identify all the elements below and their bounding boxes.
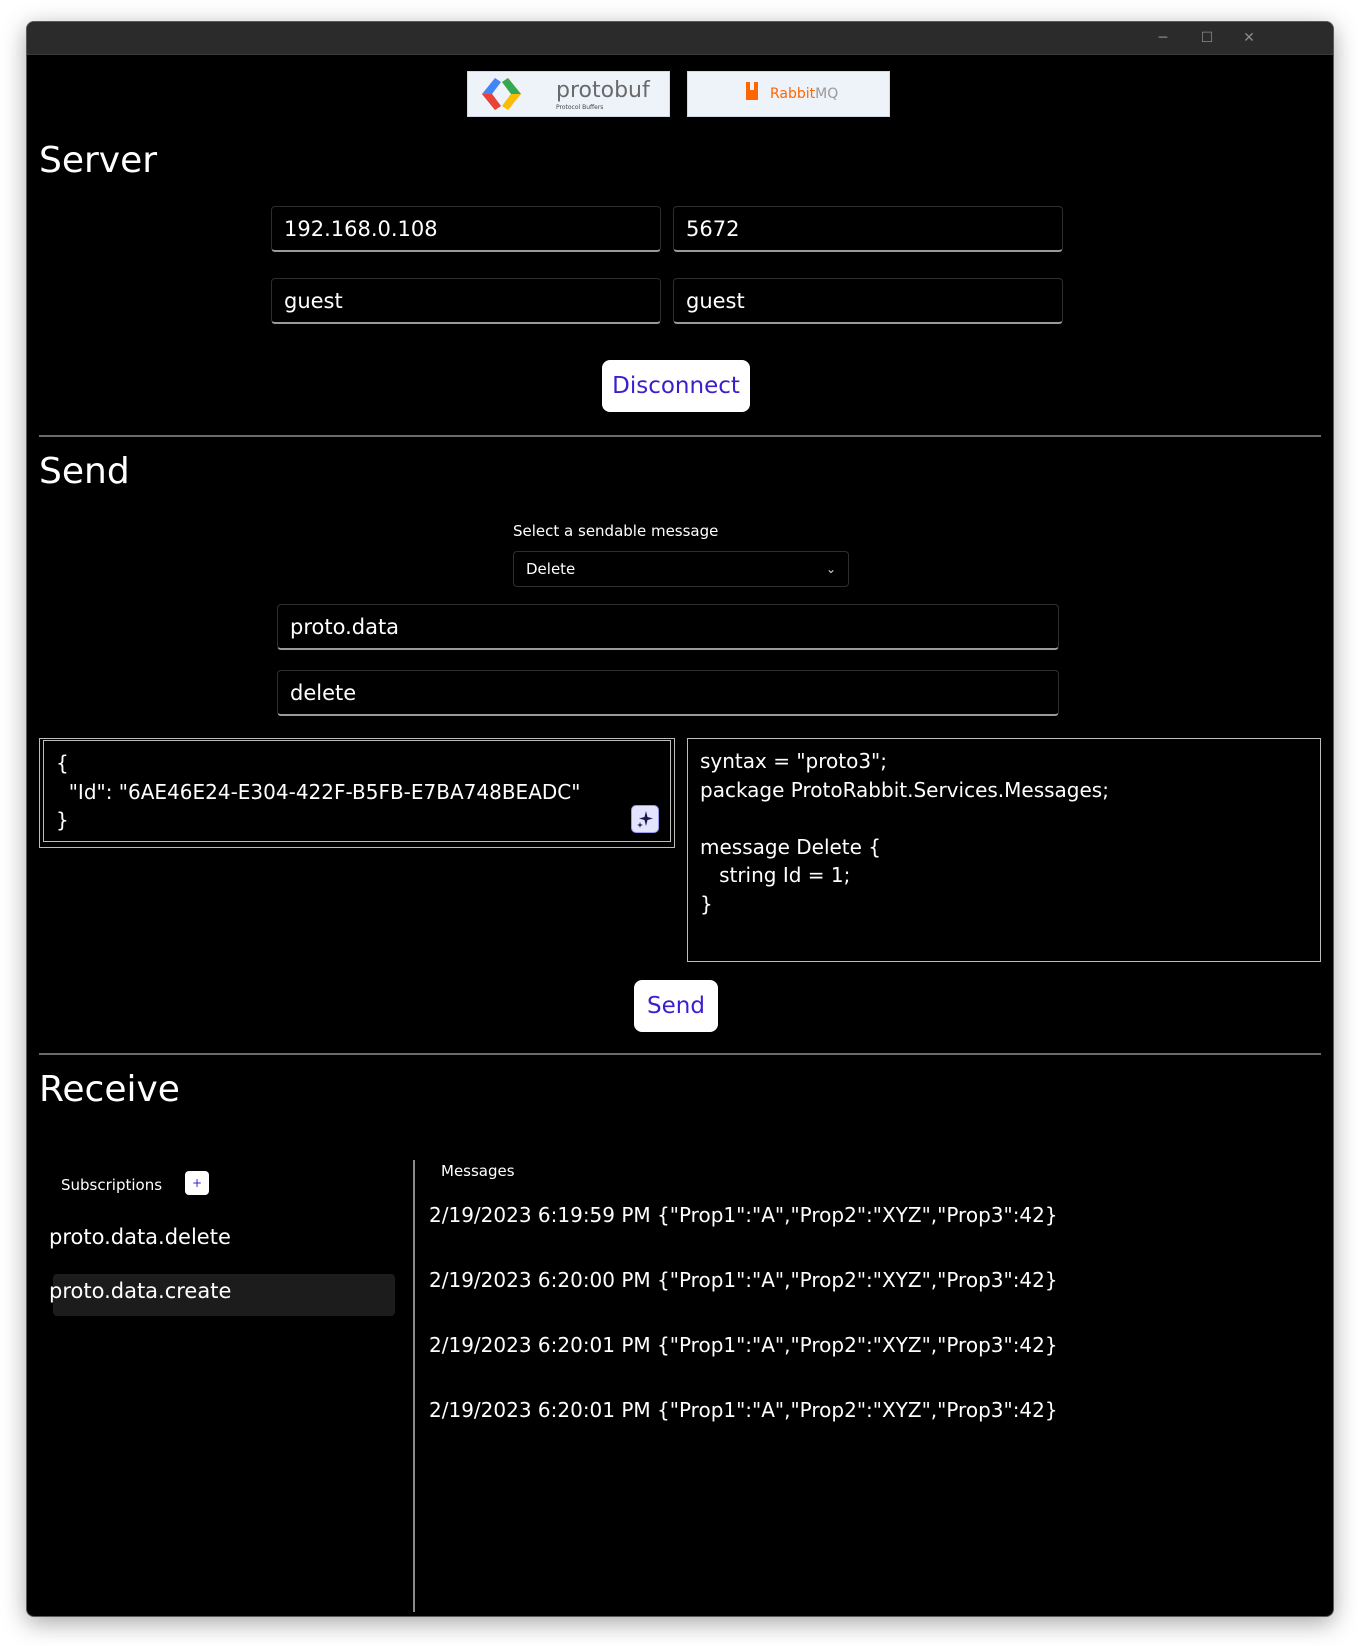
host-input[interactable]: 192.168.0.108 — [271, 206, 661, 252]
message-type-select[interactable] — [513, 551, 849, 587]
message-row: 2/19/2023 6:20:01 PM {"Prop1":"A","Prop2":"XYZ","Prop3":42} — [429, 1333, 1058, 1357]
password-input[interactable]: guest — [673, 278, 1063, 324]
port-input[interactable]: 5672 — [673, 206, 1063, 252]
subscription-item-label: proto.data.create — [49, 1279, 232, 1303]
exchange-input[interactable]: proto.data — [277, 604, 1059, 650]
subscription-item-selected[interactable] — [49, 1274, 395, 1316]
receive-splitter[interactable] — [413, 1160, 415, 1612]
subscription-item-label: proto.data.delete — [49, 1225, 231, 1249]
divider-send — [39, 1053, 1321, 1055]
username-input[interactable]: guest — [271, 278, 661, 324]
rabbitmq-logo-text: Rabbit — [770, 86, 816, 102]
add-subscription-button[interactable]: + — [185, 1171, 209, 1195]
chevron-down-icon: ⌄ — [825, 562, 836, 576]
svg-text:RabbitMQ — [770, 86, 838, 102]
rabbitmq-logo — [687, 71, 890, 117]
protobuf-logo-text: protobuf — [556, 78, 650, 103]
receive-section-title: Receive — [39, 1069, 180, 1110]
json-body-editor[interactable]: { "Id": "6AE46E24-E304-422F-B5FB-E7BA748BEADC" } — [43, 740, 671, 842]
select-message-label: Select a sendable message — [513, 522, 719, 540]
divider-server — [39, 435, 1321, 437]
server-section-title: Server — [39, 140, 158, 181]
close-button[interactable]: ✕ — [1243, 30, 1255, 46]
protobuf-logo-tagline: Protocol Buffers — [556, 104, 604, 111]
sparkle-icon[interactable] — [631, 805, 659, 833]
title-bar — [27, 22, 1333, 55]
app-window — [26, 21, 1334, 1617]
message-row: 2/19/2023 6:20:00 PM {"Prop1":"A","Prop2":"XYZ","Prop3":42} — [429, 1268, 1058, 1292]
message-row: 2/19/2023 6:20:01 PM {"Prop1":"A","Prop2":"XYZ","Prop3":42} — [429, 1398, 1058, 1422]
message-type-selected: Delete — [526, 560, 576, 578]
message-row: 2/19/2023 6:19:59 PM {"Prop1":"A","Prop2":"XYZ","Prop3":42} — [429, 1203, 1058, 1227]
disconnect-button[interactable]: Disconnect — [602, 360, 750, 412]
subscriptions-label: Subscriptions — [61, 1176, 163, 1194]
routing-key-input[interactable]: delete — [277, 670, 1059, 716]
send-section-title: Send — [39, 451, 130, 492]
send-button[interactable]: Send — [634, 980, 718, 1032]
messages-label: Messages — [441, 1162, 515, 1180]
minimize-button[interactable]: ─ — [1158, 30, 1168, 46]
proto-definition-viewer: syntax = "proto3"; package ProtoRabbit.Services.Messages; message Delete { string Id = 1; } — [687, 738, 1321, 962]
maximize-button[interactable]: ☐ — [1200, 30, 1214, 46]
rabbitmq-logo-suffix: MQ — [815, 86, 839, 102]
protobuf-logo — [467, 71, 670, 117]
subscription-item[interactable] — [49, 1220, 395, 1262]
